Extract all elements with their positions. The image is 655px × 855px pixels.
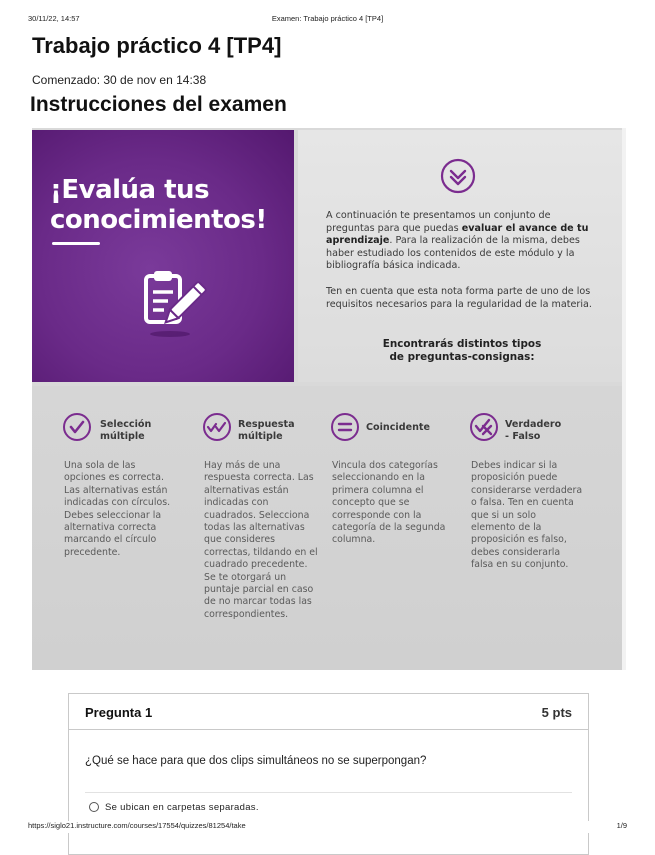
banner-headline-line2: conocimientos! xyxy=(50,205,267,235)
clipboard-pencil-icon xyxy=(140,268,210,340)
question-type-description: Una sola de las opciones es correcta. Las alternativas están indicadas con círculos. Debes seleccionar la alternativa correcta marcando el círculo precedente. xyxy=(64,460,171,558)
question-type-label: Selección múltiple xyxy=(100,419,152,442)
instructions-heading: Instrucciones del examen xyxy=(30,93,287,116)
divider xyxy=(85,792,572,793)
answer-option-label: Se ubican en carpetas separadas. xyxy=(105,801,259,813)
print-header xyxy=(28,14,627,26)
answer-option[interactable] xyxy=(89,800,259,814)
instructions-banner xyxy=(32,128,626,670)
chevron-down-circle-icon xyxy=(440,158,476,194)
banner-headline xyxy=(50,175,290,235)
question-points: 5 pts xyxy=(541,705,572,720)
question-text: ¿Qué se hace para que dos clips simultáneos no se superpongan? xyxy=(85,755,427,767)
question-type-description: Hay más de una respuesta correcta. Las alternativas están indicadas con cuadrados. Selecciona todas las alternativas que consideres correctas, tildando en el cuadrado precedente. Se te otorgará un puntaje parcial en caso de no marcar todas las correspondientes. xyxy=(204,460,318,620)
banner-headline-panel xyxy=(32,130,294,382)
intro-paragraph-2: Ten en cuenta que esta nota forma parte de uno de los requisitos necesarios para la regularidad de la materia. xyxy=(326,286,592,310)
print-url: https://siglo21.instructure.com/courses/17554/quizzes/81254/take xyxy=(28,821,246,830)
question-type-description: Debes indicar si la proposición puede considerarse verdadera o falsa. Ten en cuenta que si un solo elemento de la proposición es falso, debes considerarla falsa en su conjunto. xyxy=(471,460,583,571)
question-type-description: Vincula dos categorías seleccionando en la primera columna el concepto que se corresponde con la categoría de la segunda columna. xyxy=(332,460,446,546)
banner-headline-line1: ¡Evalúa tus xyxy=(50,175,210,205)
question-type-label: Coincidente xyxy=(366,422,431,433)
question-type-label: Verdadero - Falso xyxy=(505,419,562,442)
page-title: Trabajo práctico 4 [TP4] xyxy=(32,33,282,58)
question-type-label: Respuesta múltiple xyxy=(238,419,295,442)
question-types-panel xyxy=(32,386,622,670)
intro-paragraph-1: A continuación te presentamos un conjunto de preguntas para que puedas evaluar el avance de tu aprendizaje. Para la realización de la misma, debes haber estudiado los contenidos de este módulo y la bibliografía básica indicada. xyxy=(326,210,589,272)
answer-radio[interactable] xyxy=(89,802,99,812)
print-title: Examen: Trabajo práctico 4 [TP4] xyxy=(271,14,384,23)
check-circle-icon xyxy=(62,412,92,442)
question-header xyxy=(69,694,588,730)
double-check-circle-icon xyxy=(202,412,232,442)
headline-underline xyxy=(52,242,100,245)
question-name: Pregunta 1 xyxy=(85,705,153,720)
print-date: 30/11/22, 14:57 xyxy=(28,14,80,23)
equals-circle-icon xyxy=(330,412,360,442)
banner-intro-panel xyxy=(298,130,622,382)
print-footer xyxy=(28,821,627,833)
page-number: 1/9 xyxy=(616,821,627,830)
check-cross-circle-icon xyxy=(469,412,499,442)
started-timestamp: Comenzado: 30 de nov en 14:38 xyxy=(32,73,207,87)
question-types-title: Encontrarás distintos tipos de preguntas-consignas: xyxy=(382,338,542,363)
